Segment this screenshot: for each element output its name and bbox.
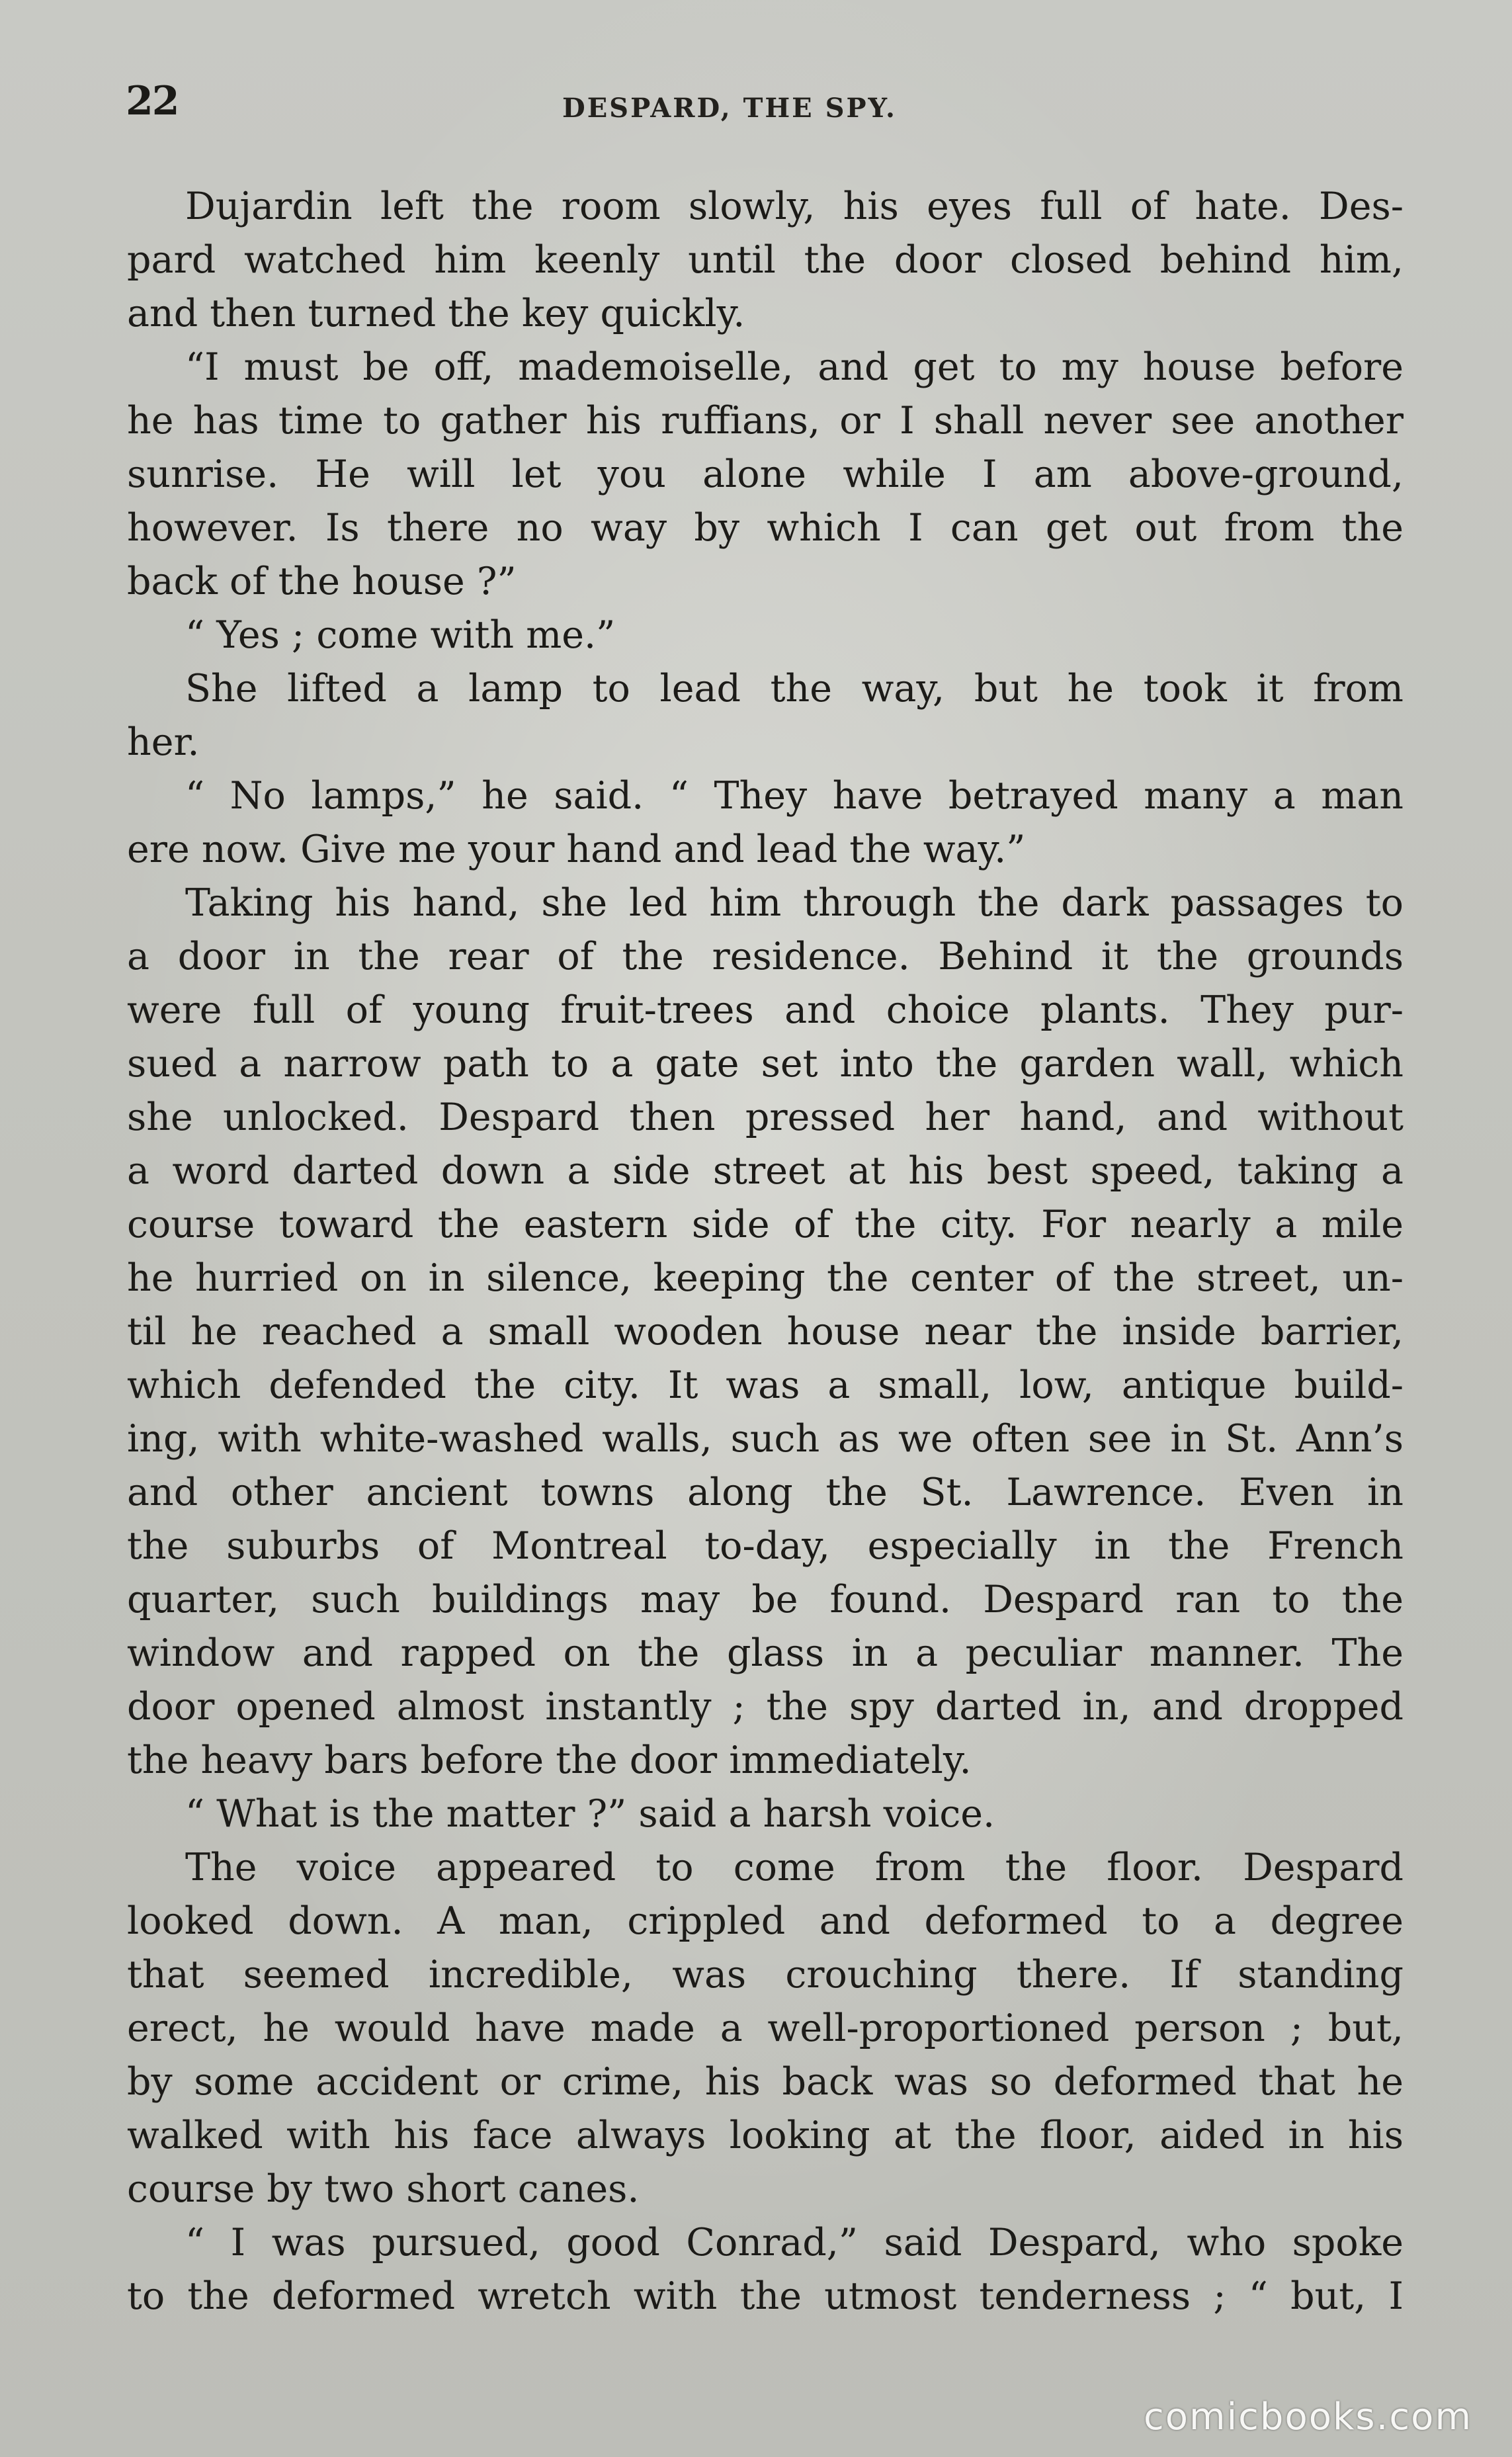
text-line: sued a narrow path to a gate set into the garden wall, which bbox=[127, 1042, 1404, 1086]
text-line: “ Yes ; come with me.” bbox=[185, 613, 616, 657]
text-line: “ No lamps,” he said. “ They have betrayed many a man bbox=[185, 774, 1404, 818]
text-line: Taking his hand, she led him through the dark passages to bbox=[185, 881, 1404, 925]
text-line: to the deformed wretch with the utmost tenderness ; “ but, I bbox=[127, 2274, 1404, 2318]
text-line: a door in the rear of the residence. Behind it the grounds bbox=[127, 935, 1404, 978]
text-line: a word darted down a side street at his best speed, taking a bbox=[127, 1149, 1404, 1193]
text-line: til he reached a small wooden house near the inside barrier, bbox=[127, 1310, 1404, 1354]
watermark: comicbooks.com bbox=[1143, 2395, 1472, 2438]
text-line: and then turned the key quickly. bbox=[127, 292, 745, 335]
text-line: Dujardin left the room slowly, his eyes full of hate. Des- bbox=[185, 185, 1404, 228]
text-line: quarter, such buildings may be found. Despard ran to the bbox=[127, 1578, 1404, 1621]
text-line: were full of young fruit-trees and choice plants. They pur- bbox=[127, 988, 1404, 1032]
text-line: She lifted a lamp to lead the way, but he took it from bbox=[185, 667, 1404, 711]
text-line: ere now. Give me your hand and lead the way.” bbox=[127, 828, 1026, 871]
text-line: he hurried on in silence, keeping the center of the street, un- bbox=[127, 1256, 1404, 1300]
text-line: sunrise. He will let you alone while I am above-ground, bbox=[127, 453, 1404, 496]
text-line: The voice appeared to come from the floor. Despard bbox=[185, 1846, 1404, 1889]
text-line: erect, he would have made a well-proportioned person ; but, bbox=[127, 2006, 1404, 2050]
text-line: he has time to gather his ruffians, or I shall never see another bbox=[127, 399, 1404, 443]
body-text bbox=[127, 180, 1404, 2323]
page-header bbox=[126, 78, 1402, 131]
text-line: course by two short canes. bbox=[127, 2167, 640, 2211]
text-line: pard watched him keenly until the door closed behind him, bbox=[127, 238, 1404, 282]
text-line: that seemed incredible, was crouching there. If standing bbox=[127, 1953, 1404, 1997]
text-line: which defended the city. It was a small, low, antique build- bbox=[127, 1363, 1404, 1407]
text-line: the heavy bars before the door immediately. bbox=[127, 1739, 972, 1782]
text-line: “ I was pursued, good Conrad,” said Despard, who spoke bbox=[185, 2221, 1404, 2264]
text-line: course toward the eastern side of the city. For nearly a mile bbox=[127, 1203, 1404, 1246]
text-line: by some accident or crime, his back was so deformed that he bbox=[127, 2060, 1404, 2104]
text-line: back of the house ?” bbox=[127, 560, 517, 603]
text-line: door opened almost instantly ; the spy darted in, and dropped bbox=[127, 1685, 1404, 1729]
running-head: DESPARD, THE SPY. bbox=[562, 93, 897, 124]
text-line: however. Is there no way by which I can get out from the bbox=[127, 506, 1404, 550]
text-line: her. bbox=[127, 720, 200, 764]
text-line: window and rapped on the glass in a peculiar manner. The bbox=[127, 1631, 1404, 1675]
text-line: she unlocked. Despard then pressed her hand, and without bbox=[127, 1096, 1404, 1139]
text-line: “ What is the matter ?” said a harsh voice. bbox=[185, 1792, 995, 1836]
text-line: walked with his face always looking at the floor, aided in his bbox=[127, 2114, 1404, 2157]
text-line: the suburbs of Montreal to-day, especially in the French bbox=[127, 1524, 1404, 1568]
page-number: 22 bbox=[126, 78, 179, 124]
text-line: and other ancient towns along the St. Lawrence. Even in bbox=[127, 1471, 1404, 1514]
text-line: “I must be off, mademoiselle, and get to my house before bbox=[185, 345, 1404, 389]
text-line: ing, with white-washed walls, such as we often see in St. Ann’s bbox=[127, 1417, 1404, 1461]
text-line: looked down. A man, crippled and deformed to a degree bbox=[127, 1899, 1404, 1943]
